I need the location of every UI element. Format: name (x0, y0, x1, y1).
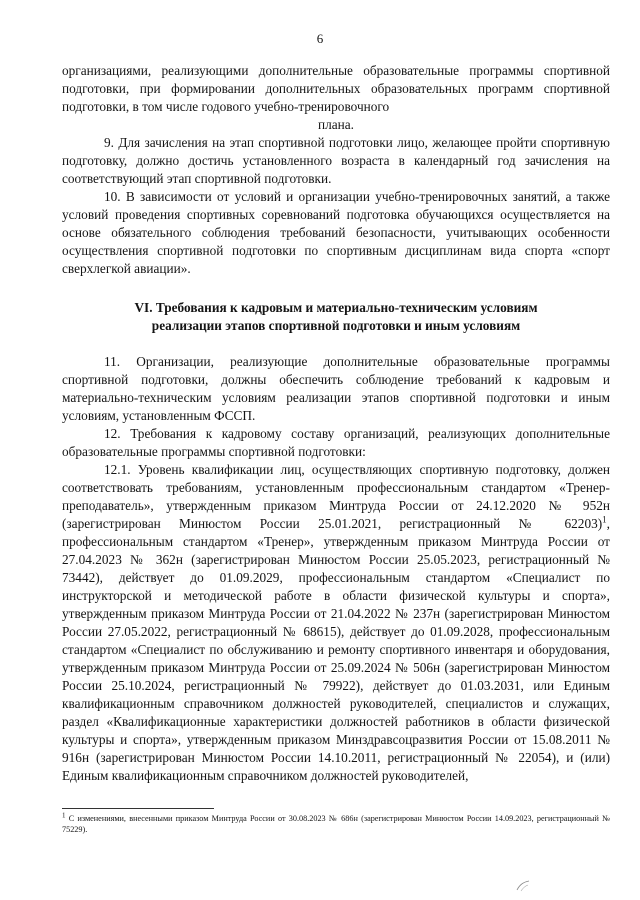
paragraph-10: 10. В зависимости от условий и организации учебно-тренировочных занятий, а также условий проведения спортивных соревнований подготовка обучающихся осуществляется на основе обязательного соблюдения требований безопасности, учитывающих особенности осуществления спортивной подготовки по спортивным дисциплинам вида спорта «спорт сверхлегкой авиации». (62, 189, 610, 276)
section-heading-line-1: VI. Требования к кадровым и материально-техническим условиям (134, 300, 538, 315)
paragraph-12-1 (62, 461, 610, 785)
paragraph-12-1-part-a: 12.1. Уровень квалификации лиц, осуществляющих спортивную подготовку, должен соответствовать требованиям, установленным профессиональным стандартом «Тренер-преподаватель», утвержденным приказом Минтруда России от 24.12.2020 № 952н (зарегистрирован Минюстом России 25.01.2021, регистрационный № 62203) (62, 462, 610, 531)
paragraph-8-end: плана. (318, 117, 354, 132)
paragraph-9: 9. Для зачисления на этап спортивной подготовки лицо, желающее пройти спортивную подготовку, должно достичь установленного возраста в календарный год зачисления на соответствующий этап спортивной подготовки. (62, 135, 610, 186)
page-number: 6 (316, 31, 324, 46)
footnote-marker: 1 (62, 811, 66, 820)
document-body (62, 62, 610, 785)
paragraph-12-1-part-b: , профессиональным стандартом «Тренер», утвержденным приказом Минтруда России от 27.04.2023 № 362н (зарегистрирован Минюстом России 25.05.2023, регистрационный № 73442), действует до 01.09.2029, профессиональным стандартом «Специалист по инструкторской и методической работе в области физической культуры и спорта», утвержденным приказом Минтруда России от 21.04.2022 № 237н (зарегистрирован Минюстом России 27.05.2022, регистрационный № 68615), действует до 01.09.2028, профессиональным стандартом «Специалист по обслуживанию и ремонту спортивного инвентаря и оборудования, утвержденным приказом Минтруда России от 25.09.2024 № 506н (зарегистрирован Минюстом России 25.10.2024, регистрационный № 79922), действует до 01.03.2031, или Единым квалификационным справочником должностей руководителей, специалистов и служащих, раздел «Квалификационные характеристики должностей работников в области физической культуры и спорта», утвержденным приказом Минздравсоцразвития России от 15.08.2011 № 916н (зарегистрирован Минюстом России 14.10.2011, регистрационный № 22054), и (или) Единым квалификационным справочником должностей руководителей, (62, 516, 610, 783)
scan-mark-icon (516, 880, 530, 892)
footnote (62, 813, 610, 835)
footnote-reference[interactable]: 1 (602, 514, 607, 525)
paragraph-8-continuation: организациями, реализующими дополнительные образовательные программы спортивной подготовки, при формировании дополнительных образовательных программ спортивной подготовки, в том числе годового учебно-тренировочного (62, 63, 610, 114)
paragraph-12: 12. Требования к кадровому составу организаций, реализующих дополнительные образовательные программы спортивной подготовки: (62, 426, 610, 459)
section-heading-line-2: реализации этапов спортивной подготовки и иным условиям (151, 318, 521, 333)
footnote-text: С изменениями, внесенными приказом Минтруда России от 30.08.2023 № 686н (зарегистрирован Минюстом России 14.09.2023, регистрационный № 75229). (62, 814, 610, 834)
section-heading (62, 299, 610, 335)
footnote-divider (62, 808, 214, 809)
paragraph-11: 11. Организации, реализующие дополнительные образовательные программы спортивной подготовки, должны обеспечить соблюдение требований к кадровым и материально-техническим условиям реализации этапов спортивной подготовки и иным условиям, установленным ФССП. (62, 354, 610, 423)
